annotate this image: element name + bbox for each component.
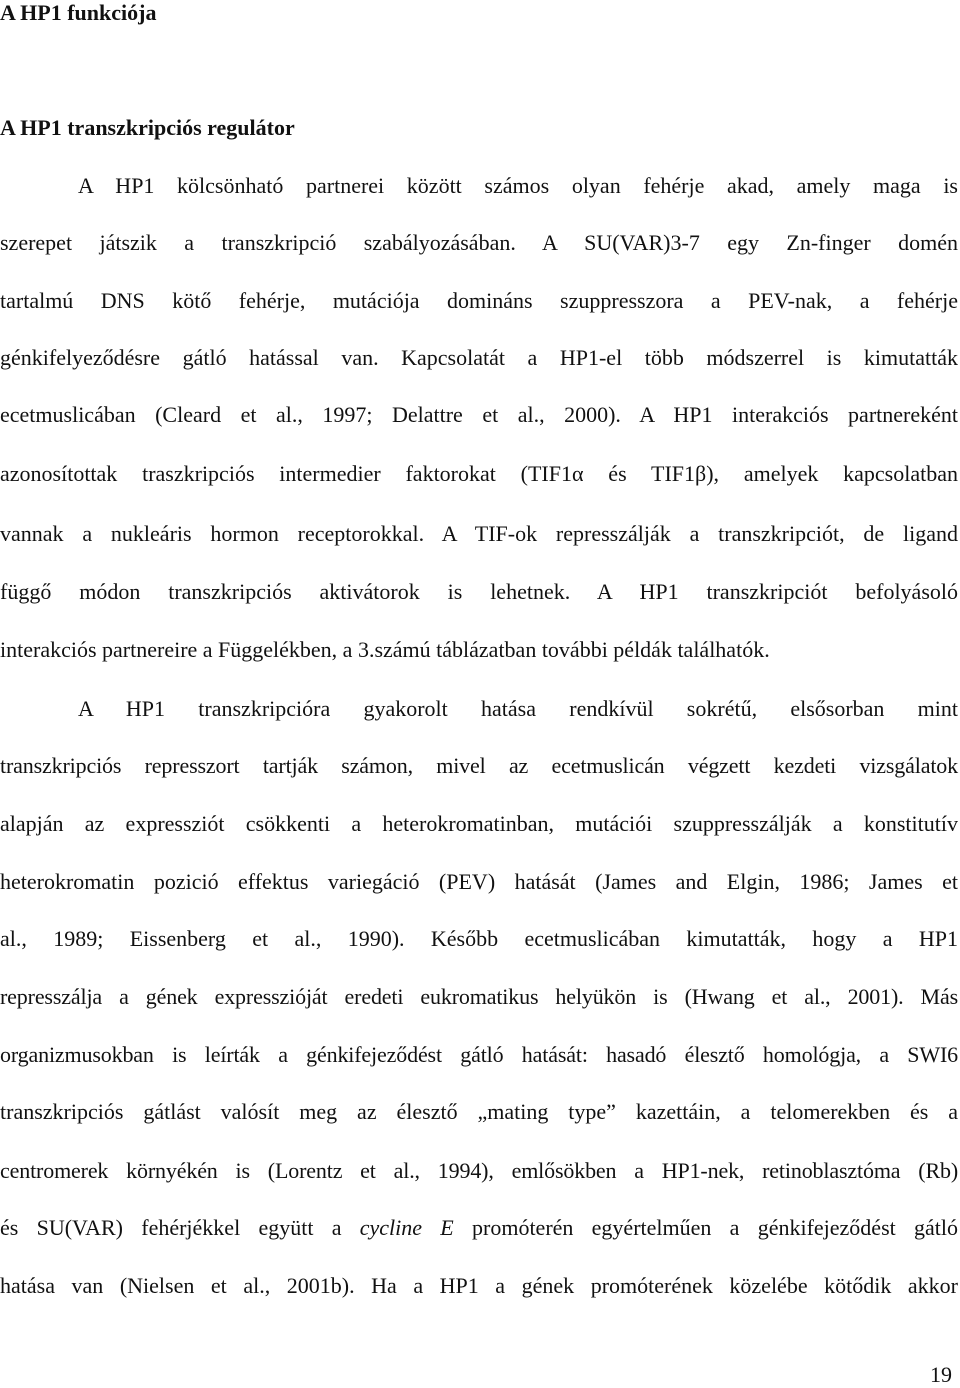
text-line: al., 1989; Eissenberg et al., 1990). Később ecetmuslicában kimutatták, hogy a HP1 bbox=[0, 926, 958, 951]
text-line: szerepet játszik a transzkripció szabályozásában. A SU(VAR)3-7 egy Zn-finger domén bbox=[0, 230, 958, 255]
text-line: centromerek környékén is (Lorentz et al., 1994), emlősökben a HP1-nek, retinoblasztóma (Rb) bbox=[0, 1158, 958, 1183]
text-line: organizmusokban is leírták a génkifejeződést gátló hatását: hasadó élesztő homológja, a SWI6 bbox=[0, 1042, 958, 1067]
text-line: génkifelyeződésre gátló hatással van. Kapcsolatát a HP1-el több módszerrel is kimutatták bbox=[0, 345, 958, 370]
text-line: represszálja a gének expresszióját eredeti eukromatikus helyükön is (Hwang et al., 2001). Más bbox=[0, 984, 958, 1009]
text-line: A HP1 transzkripcióra gyakorolt hatása rendkívül sokrétű, elsősorban mint bbox=[78, 696, 958, 721]
text-line: interakciós partnereire a Függelékben, a 3.számú táblázatban további példák találhatók. bbox=[0, 637, 770, 662]
section-title: A HP1 funkciója bbox=[0, 0, 157, 25]
text-line: ecetmuslicában (Cleard et al., 1997; Delattre et al., 2000). A HP1 interakciós partnereként bbox=[0, 402, 958, 427]
text-line: tartalmú DNS kötő fehérje, mutációja domináns szuppresszora a PEV-nak, a fehérje bbox=[0, 288, 958, 313]
text-line: heterokromatin pozició effektus variegáció (PEV) hatását (James and Elgin, 1986; James et bbox=[0, 869, 958, 894]
text-line: azonosítottak traszkripciós intermedier faktorokat (TIF1α és TIF1β), amelyek kapcsolatban bbox=[0, 461, 958, 486]
text-line: transzkripciós gátlást valósít meg az élesztő „mating type” kazettáin, a telomerekben és a bbox=[0, 1099, 958, 1124]
text-line: transzkripciós represszort tartják számon, mivel az ecetmuslicán végzett kezdeti vizsgálatok bbox=[0, 753, 958, 778]
text-line: alapján az expressziót csökkenti a heterokromatinban, mutációi szuppresszálják a konstitutív bbox=[0, 811, 958, 836]
page-number: 19 bbox=[930, 1362, 952, 1387]
gene-name-italic: cycline E bbox=[359, 1215, 454, 1240]
text-line: hatása van (Nielsen et al., 2001b). Ha a HP1 a gének promóterének közelébe kötődik akkor bbox=[0, 1273, 958, 1298]
text-line: függő módon transzkripciós aktivátorok is lehetnek. A HP1 transzkripciót befolyásoló bbox=[0, 579, 958, 604]
text-line: A HP1 kölcsönható partnerei között számos olyan fehérje akad, amely maga is bbox=[78, 173, 958, 198]
text-line: vannak a nukleáris hormon receptorokkal. A TIF-ok represszálják a transzkripciót, de ligand bbox=[0, 521, 958, 546]
subsection-title: A HP1 transzkripciós regulátor bbox=[0, 115, 295, 140]
text-line: és SU(VAR) fehérjékkel együtt a cycline E promóterén egyértelműen a génkifejeződést gátló bbox=[0, 1215, 958, 1240]
